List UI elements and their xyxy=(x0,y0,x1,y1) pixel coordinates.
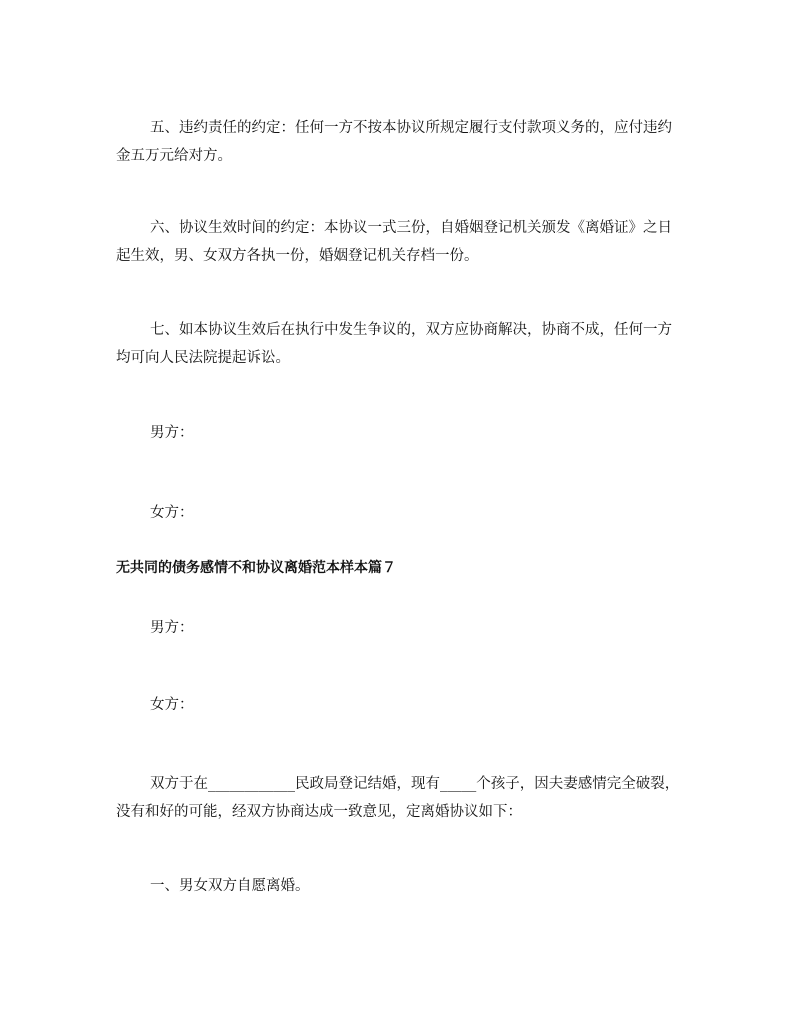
clause-voluntary-divorce: 一、男女双方自愿离婚。 xyxy=(150,878,310,894)
signature-female: 女方： xyxy=(150,505,194,521)
agreement-intro: 双方于在____________民政局登记结婚，现有_____个孩子，因夫妻感情完全破裂，没有和好的可能，经双方协商达成一致意见，定离婚协议如下： xyxy=(116,776,680,820)
clause-effective-date: 六、协议生效时间的约定：本协议一式三份，自婚姻登记机关颁发《离婚证》之日起生效，男、女双方各执一份，婚姻登记机关存档一份。 xyxy=(116,220,672,264)
clause-breach-of-contract: 五、违约责任的约定：任何一方不按本协议所规定履行支付款项义务的，应付违约金五万元给对方。 xyxy=(116,120,672,164)
party-male: 男方： xyxy=(150,620,194,636)
clause-dispute-resolution: 七、如本协议生效后在执行中发生争议的，双方应协商解决，协商不成，任何一方均可向人民法院提起诉讼。 xyxy=(116,322,672,366)
party-female: 女方： xyxy=(150,697,194,713)
section-heading: 无共同的债务感情不和协议离婚范本样本篇７ xyxy=(116,560,396,576)
signature-male: 男方： xyxy=(150,425,194,441)
